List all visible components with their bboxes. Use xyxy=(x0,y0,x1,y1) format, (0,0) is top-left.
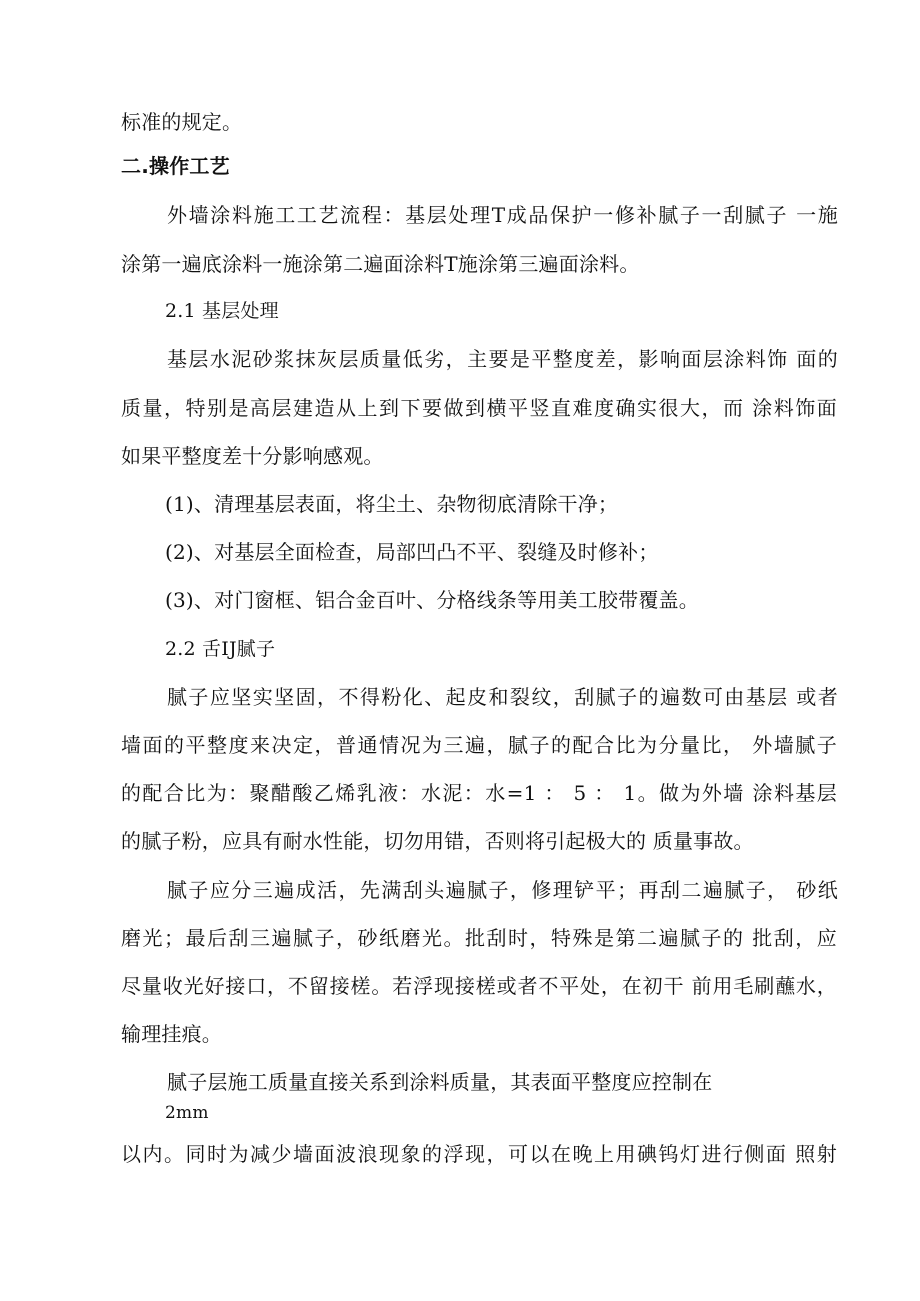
paragraph-line: 基层水泥砂浆抹灰层质量低劣，主要是平整度差，影响面层涂料饰 面的 xyxy=(167,347,838,371)
subsection-heading: 2.2 舌IJ腻子 xyxy=(165,638,276,660)
list-item: (1)、清理基层表面，将尘土、杂物彻底清除干净； xyxy=(165,492,619,516)
paragraph-line: 涂第一遍底涂料一施涂第二遍面涂料T施涂第三遍面涂料。 xyxy=(121,252,640,276)
list-item: (2)、对基层全面检查，局部凹凸不平、裂缝及时修补； xyxy=(165,540,659,564)
paragraph-line: 的腻子粉，应具有耐水性能，切勿用错，否则将引起极大的 质量事故。 xyxy=(121,829,754,853)
section-heading: 二.操作工艺 xyxy=(121,154,230,178)
paragraph-line: 外墙涂料施工工艺流程：基层处理T成品保护一修补腻子一刮腻子 一施 xyxy=(167,203,838,227)
paragraph-line: 以内。同时为减少墙面波浪现象的浮现，可以在晚上用碘钨灯进行侧面 照射 xyxy=(121,1142,837,1166)
paragraph-line: 的配合比为：聚醋酸乙烯乳液：水泥：水=1 ： 5 ： 1。做为外墙 涂料基层 xyxy=(121,781,837,805)
paragraph-line: 质量，特别是高层建造从上到下要做到横平竖直难度确实很大，而 涂料饰面 xyxy=(121,396,837,420)
paragraph-line: 尽量收光好接口，不留接槎。若浮现接槎或者不平处，在初干 前用毛刷蘸水， xyxy=(121,974,837,998)
paragraph-line: 墙面的平整度来决定，普通情况为三遍，腻子的配合比为分量比， 外墙腻子 xyxy=(121,733,837,757)
paragraph-line: 腻子应坚实坚固，不得粉化、起皮和裂纹，刮腻子的遍数可由基层 或者 xyxy=(167,685,838,709)
measurement-value: 2mm xyxy=(165,1103,209,1123)
paragraph-line: 腻子应分三遍成活，先满刮头遍腻子，修理铲平；再刮二遍腻子， 砂纸 xyxy=(167,878,838,902)
paragraph-line: 腻子层施工质量直接关系到涂料质量，其表面平整度应控制在 xyxy=(167,1070,713,1094)
list-item: (3)、对门窗框、铝合金百叶、分格线条等用美工胶带覆盖。 xyxy=(165,588,699,612)
subsection-heading: 2.1 基层处理 xyxy=(165,300,279,322)
paragraph-line: 磨光；最后刮三遍腻子，砂纸磨光。批刮时，特殊是第二遍腻子的 批刮，应 xyxy=(121,926,837,950)
paragraph-line: 如果平整度差十分影响感观。 xyxy=(121,444,384,468)
text-line: 标准的规定。 xyxy=(121,110,243,134)
paragraph-line: 输理挂痕。 xyxy=(121,1022,222,1046)
